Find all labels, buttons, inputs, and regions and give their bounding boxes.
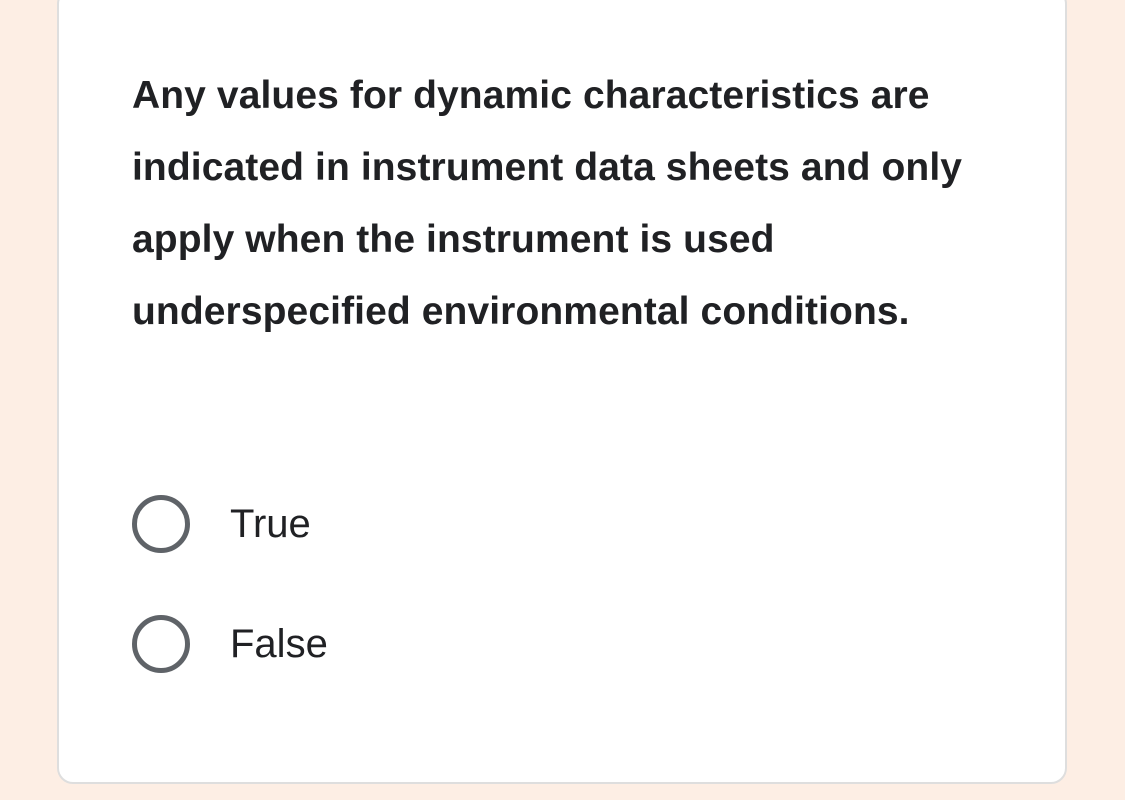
option-true[interactable] (132, 495, 311, 553)
radio-button-false[interactable] (132, 615, 190, 673)
option-true-label[interactable]: True (230, 502, 311, 546)
option-false-label[interactable]: False (230, 622, 328, 666)
question-text: Any values for dynamic characteristics are indicated in instrument data sheets and only apply when the instrument is used underspecified environmental conditions. (132, 74, 963, 333)
question-card (57, 0, 1067, 784)
radio-button-true[interactable] (132, 495, 190, 553)
option-false[interactable] (132, 615, 328, 673)
